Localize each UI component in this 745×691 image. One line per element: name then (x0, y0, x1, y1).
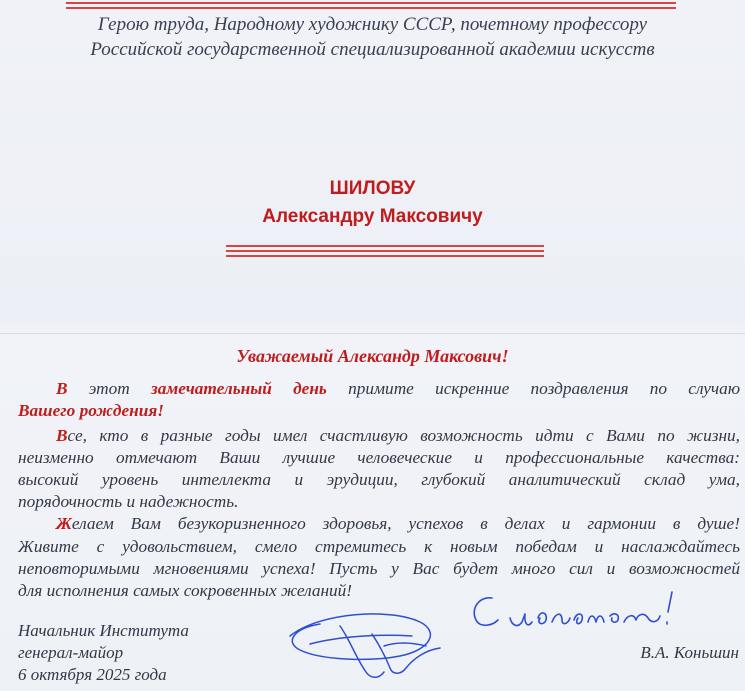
paragraph2-line3: высокий уровень интеллекта и эрудиции, глубокий аналитический склад ума, (18, 470, 740, 489)
top-red-rule-1 (66, 2, 676, 4)
highlight-text: замечательный день (151, 379, 327, 398)
recipient-surname: ШИЛОВУ (329, 178, 416, 199)
greeting-salutation: Уважаемый Александр Максович! (236, 346, 509, 366)
paragraph2-line4: порядочность и надежность. (18, 492, 239, 511)
paragraph3-line2: Живите с удовольствием, смело стремитесь к новым победам и наслаждайтесь (18, 537, 740, 556)
paragraph2-line1 (56, 426, 740, 446)
middle-red-rule-2 (226, 250, 544, 252)
top-red-rule-2 (66, 7, 676, 9)
middle-red-rule-1 (226, 245, 544, 247)
dedication-line-1: Герою труда, Народному художнику СССР, почетному профессору (97, 14, 648, 35)
middle-red-rule-3 (226, 255, 544, 257)
signatory-position-2: генерал-майор (18, 643, 124, 662)
paragraph3-line4: для исполнения самых сокровенных желаний! (18, 581, 353, 600)
dropcap: В (56, 426, 68, 445)
paragraph3-text: елаем Вам безукоризненного здоровья, успехов в делах и гармонии в душе! (71, 514, 740, 533)
paragraph1-line2: Вашего рождения! (18, 401, 164, 420)
paragraph1-text: примите искренние поздравления по случаю (326, 379, 741, 398)
paragraph1-text: этот (67, 379, 152, 398)
handwritten-closing (462, 578, 702, 640)
document-date: 6 октября 2025 года (18, 665, 167, 684)
signatory-name: В.А. Коньшин (640, 643, 739, 662)
dropcap: Ж (56, 514, 72, 533)
signature-scribble (280, 606, 450, 691)
paragraph2-text: се, кто в разные годы имел счастливую возможность идти с Вами по жизни, (67, 426, 740, 445)
paragraph3-line1 (56, 514, 740, 534)
dropcap: В (56, 379, 68, 398)
card-fold-line (0, 333, 745, 335)
signatory-position-1: Начальник Института (18, 621, 189, 640)
dedication-line-2: Российской государственной специализированной академии искусств (90, 39, 655, 60)
paragraph1-line1 (56, 379, 740, 399)
paragraph3-line3: неповторимыми мгновениями успеха! Пусть у Вас будет много сил и возможностей (18, 559, 740, 578)
paragraph2-line2: неизменно отмечают Ваши лучшие человеческие и профессиональные качества: (18, 448, 740, 467)
recipient-name: Александру Максовичу (262, 206, 483, 227)
